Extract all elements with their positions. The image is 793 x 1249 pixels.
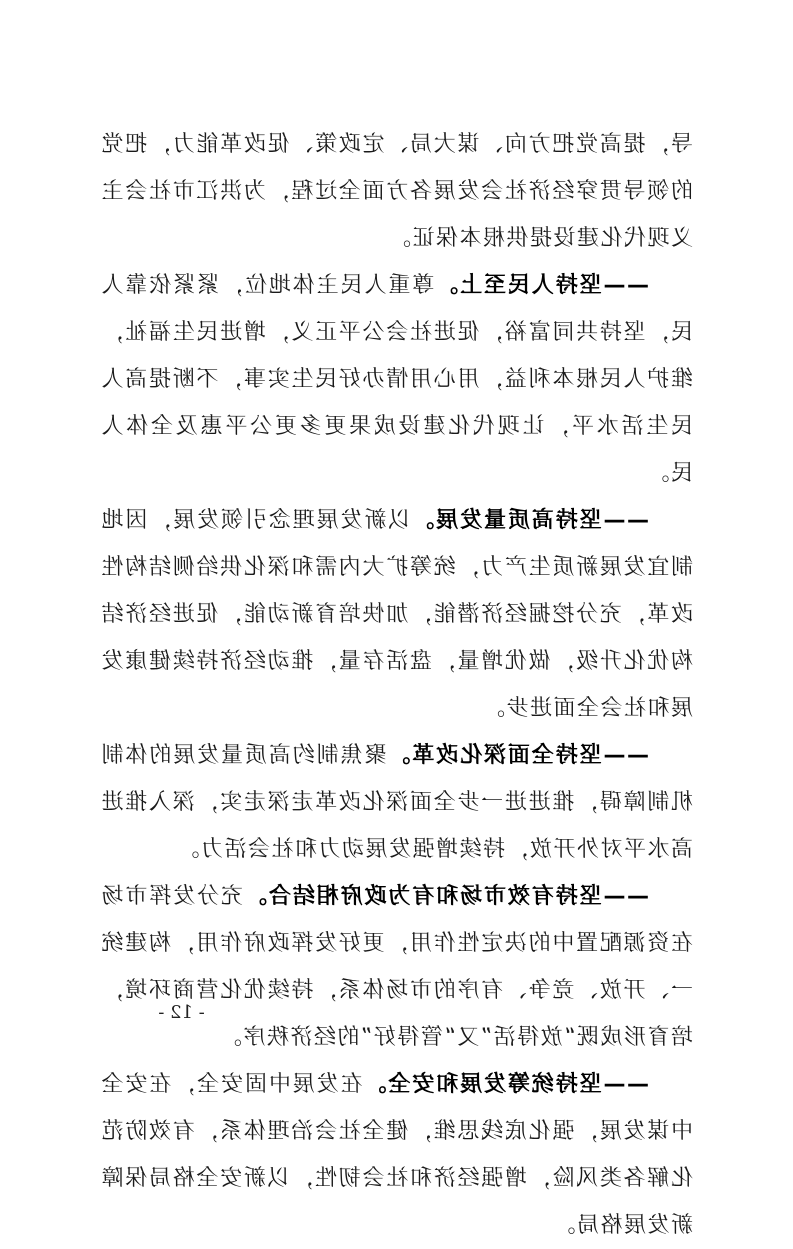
paragraph-body: 尊重人民主体地位，紧紧依靠人民，坚持共同富裕，促进社会公平正义，增进民生福祉，维护人民根本利益，用心用情办好民生实事，不断提高人民生活水平，让现代化建设成果更多更公平惠及全体人民。 (100, 273, 693, 486)
paragraph-lead: ——坚持人民至上。 (434, 273, 649, 298)
paragraph-3 (100, 497, 693, 732)
paragraph-6 (100, 1061, 693, 1249)
paragraph-body: 以新发展理念引领发展，因地制宜发展新质生产力，统筹扩大内需和深化供给侧结构性改革，充分挖掘经济潜能，加快培育新动能，促进经济结构优化升级，做优增量，盘活存量，推动经济持续健康发展和社会全面进步。 (100, 508, 693, 721)
paragraph-body: 在发展中固安全，在安全中谋发展，强化底线思维，健全社会治理体系，有效防范化解各类风险，增强经济和社会韧性，以新安全格局保障新发展格局。 (100, 1072, 693, 1238)
paragraph-body: 聚焦制约高质量发展的体制机制障碍，推进进一步全面深化改革走深走实，深入推进高水平对外开放，持续增强发展动力和社会活力。 (100, 743, 693, 862)
paragraph-body: 充分发挥市场在资源配置中的决定性作用，更好发挥政府作用，构建统一、开放、竞争、有序的市场体系，持续优化营商环境，培育形成既“放得活”又“管得好”的经济秩序。 (100, 884, 693, 1050)
paragraph-4 (100, 732, 693, 873)
paragraph-5 (100, 873, 693, 1061)
paragraph-body: 导，提高党把方向、谋大局、定政策、促改革能力，把党的领导贯穿经济社会发展各方面全过程，为洪江市社会主义现代化建设提供根本保证。 (100, 132, 693, 251)
page-number-text: - 12 - (158, 1002, 205, 1023)
paragraph-lead: ——坚持有效市场和有为政府相结合。 (243, 884, 649, 909)
paragraph-lead: ——坚持统筹发展和安全。 (362, 1072, 649, 1097)
paragraph-lead: ——坚持全面深化改革。 (386, 743, 649, 768)
paragraph-1 (100, 121, 693, 262)
paragraph-2 (100, 262, 693, 497)
page-number (0, 1002, 793, 1023)
body-text (100, 121, 693, 1249)
paragraph-lead: ——坚持高质量发展。 (410, 508, 649, 533)
